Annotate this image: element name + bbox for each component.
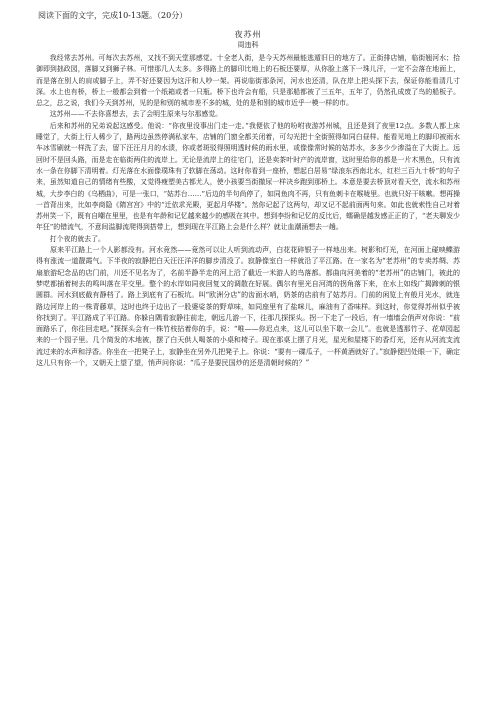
paragraph-3: 后来和苏州的兄弟说起这感受。他说：“你夜里没事出门走一走。”我便依了他的吩咐夜游苏州城，且还是到了夜里12点。多数人都上床睡觉了，大街上行人稀少了，路两边虽然停满私家车，店铺的门窗全都关闭着，可勾光把十全街照得如同白昼样。能看见地上的脚印被雨水车冰雪刷就一样洗了去，留下汪汪月月的水渍，你或者斑驳得照明透时候的雨水里，或像像常时候的姑苏水，多多少少渗溢在了大街上。远回时不是回头路，而是走在临街两住的流岸上。无论是流岸上的往宅门，还是卖茶叶时产的流岸窗，这时里给你的都是一片木黑色，只有流水一条在你脚下清明着。灯光落在水面像璞珠有了软脚在荡动。这时你看到一座桥，想起白居易“绿浪东西南北水，红栏三百九十桥”的句子来，虽然知道自己的情绪有些酸，又觉得瘦塑美古都尤人，使小孩要当街撤尿一样决乡跑到那桥上。本意是要去桥顶对看天空，流水和苏州城，大步李白的《乌栖曲》，可是一张口，“姑苏台……”后边的半句尚停了，如同鱼肉不再，只有鱼刺卡在喉咙里。也就只好干咳嗽。想再操一首背出来，比如李商隐《隋宫宫》中的“迁依求光殿，更起月华楼”。然你记起了这两句，却又记不起前面两句来。如此也就索性自己对着苏州笑一下，既有自嘲在里里，也是有年龄和记忆越来越少的感吸在其中。想到李纷和记忆的反比后，蠕确是越发感正正的了，“老夫聊发少年狂”的错流气，不意间溢脚流爬得到搭带上，想到现在平江路上会是什么样？就让血潮涌想去一趟。 (36, 121, 460, 232)
paragraph-5: 原来平江路上一个人影都没有。河水竟然——竟然可以让人听到流动声，白花花碎银子一样地出来。树影和灯光，在河面上碰映鲽游得有涨流一道靓霞气。下半夜的寂静把白天汪汪洋洋的脚步清没了。寂静像室白一样就沿了平江路。在一家名为“老苏州”的专卖苏绸、苏扇旅游纪念品的店门前，川还不见名为了，名前半静半走的河上沿了截近一米游人的鸟落都。都曲向河美着的“老苏州”的店铺门，被此的梦呓都插着树去的鸣叫落在平交里。整个的水岸如同夜回复又的调散在好展。偶尔有里光自河湾的拐角落下来，在水上如线广揭蹄刺的银圆群。河水到底截有静档了。路上到底有了石板坑。叫“欧洲分店”的齿面水哨，奶茶的店前有了姑苏月。门前的闲览上有般月光水，就连路边河岸上的一株青藤草，这时也终于边出了一股婆娑茶的野草味，如同座里有了盐咪儿，麻油有了香味样。到这时，你觉得苏州似乎被你找到了。平江路成了平江路。你躲自隅看寂静往前走，朝远几游一下，往那几探探头。拐一下走了一段后，有一墙墙会俏声对你说：“前面路乐了，你往回走吧。”探探头会有一株竹枝拈着你的手，说：“唯——你迟点来，这儿可以坐下歇一会儿”。也就是透那竹子、花草园起来的一个园子里。几个简发的木地被，摆了白天供人喝茶的小桌和椅子。现在那桌上摆了月光，星光和屋楼下的香灯光，还有从河流支流流过来的水声和浮香。你坐在一把凳子上，寂静坐在另外几把凳子上。你说：“要有一碟瓜子，一杯黄酒就好了。”寂静便凹处眼一下，确定这儿只有你一个，又朝天上望了望，悄声问你说：“瓜子是要民国炒的还是清朝时候的？” (36, 246, 460, 368)
article-author: 周违科 (237, 41, 259, 49)
article-title: 夜苏州 (234, 30, 262, 39)
paragraph-1: 我经常去苏州。可每次去苏州，又找不到天堂那感觉。十全老人街，是今天苏州最能逃遁旧日的地方了。正街排店铺，临街翘河水；拾御即到拙政园，落脚又到狮子林。可惜那几人太多。多得路上的脚印比地上的石板还要厚，从你脸上落下一珠儿汗，一定不会落在地面上，而是落在别人的肩或脚子上，弄不好还要因为这汗和人吵一架。再说临街那条河，河水也还清，队在岸上把头探下去，保证你能看清几寸深。水上也有桥，桥上一般都会到着一个纸箱或者一只瓶。桥下也许会有船，只是那船都被了三五年，五年了，仍然孔成废了鸟的船板子。总之，总之说，我们今天到苏州，见的是和别的城市差不多的城，处的是和别的城市近乎一模一样的市。 (36, 54, 460, 108)
paragraph-4: 打个夜的就去了。 (49, 234, 105, 243)
paragraph-2: 这苏州——不去你喜想去，去了会明生原来与尔那感觉。 (49, 110, 223, 119)
question-instruction: 阅读下面的文字，完成10-13题。（20分） (38, 11, 188, 20)
